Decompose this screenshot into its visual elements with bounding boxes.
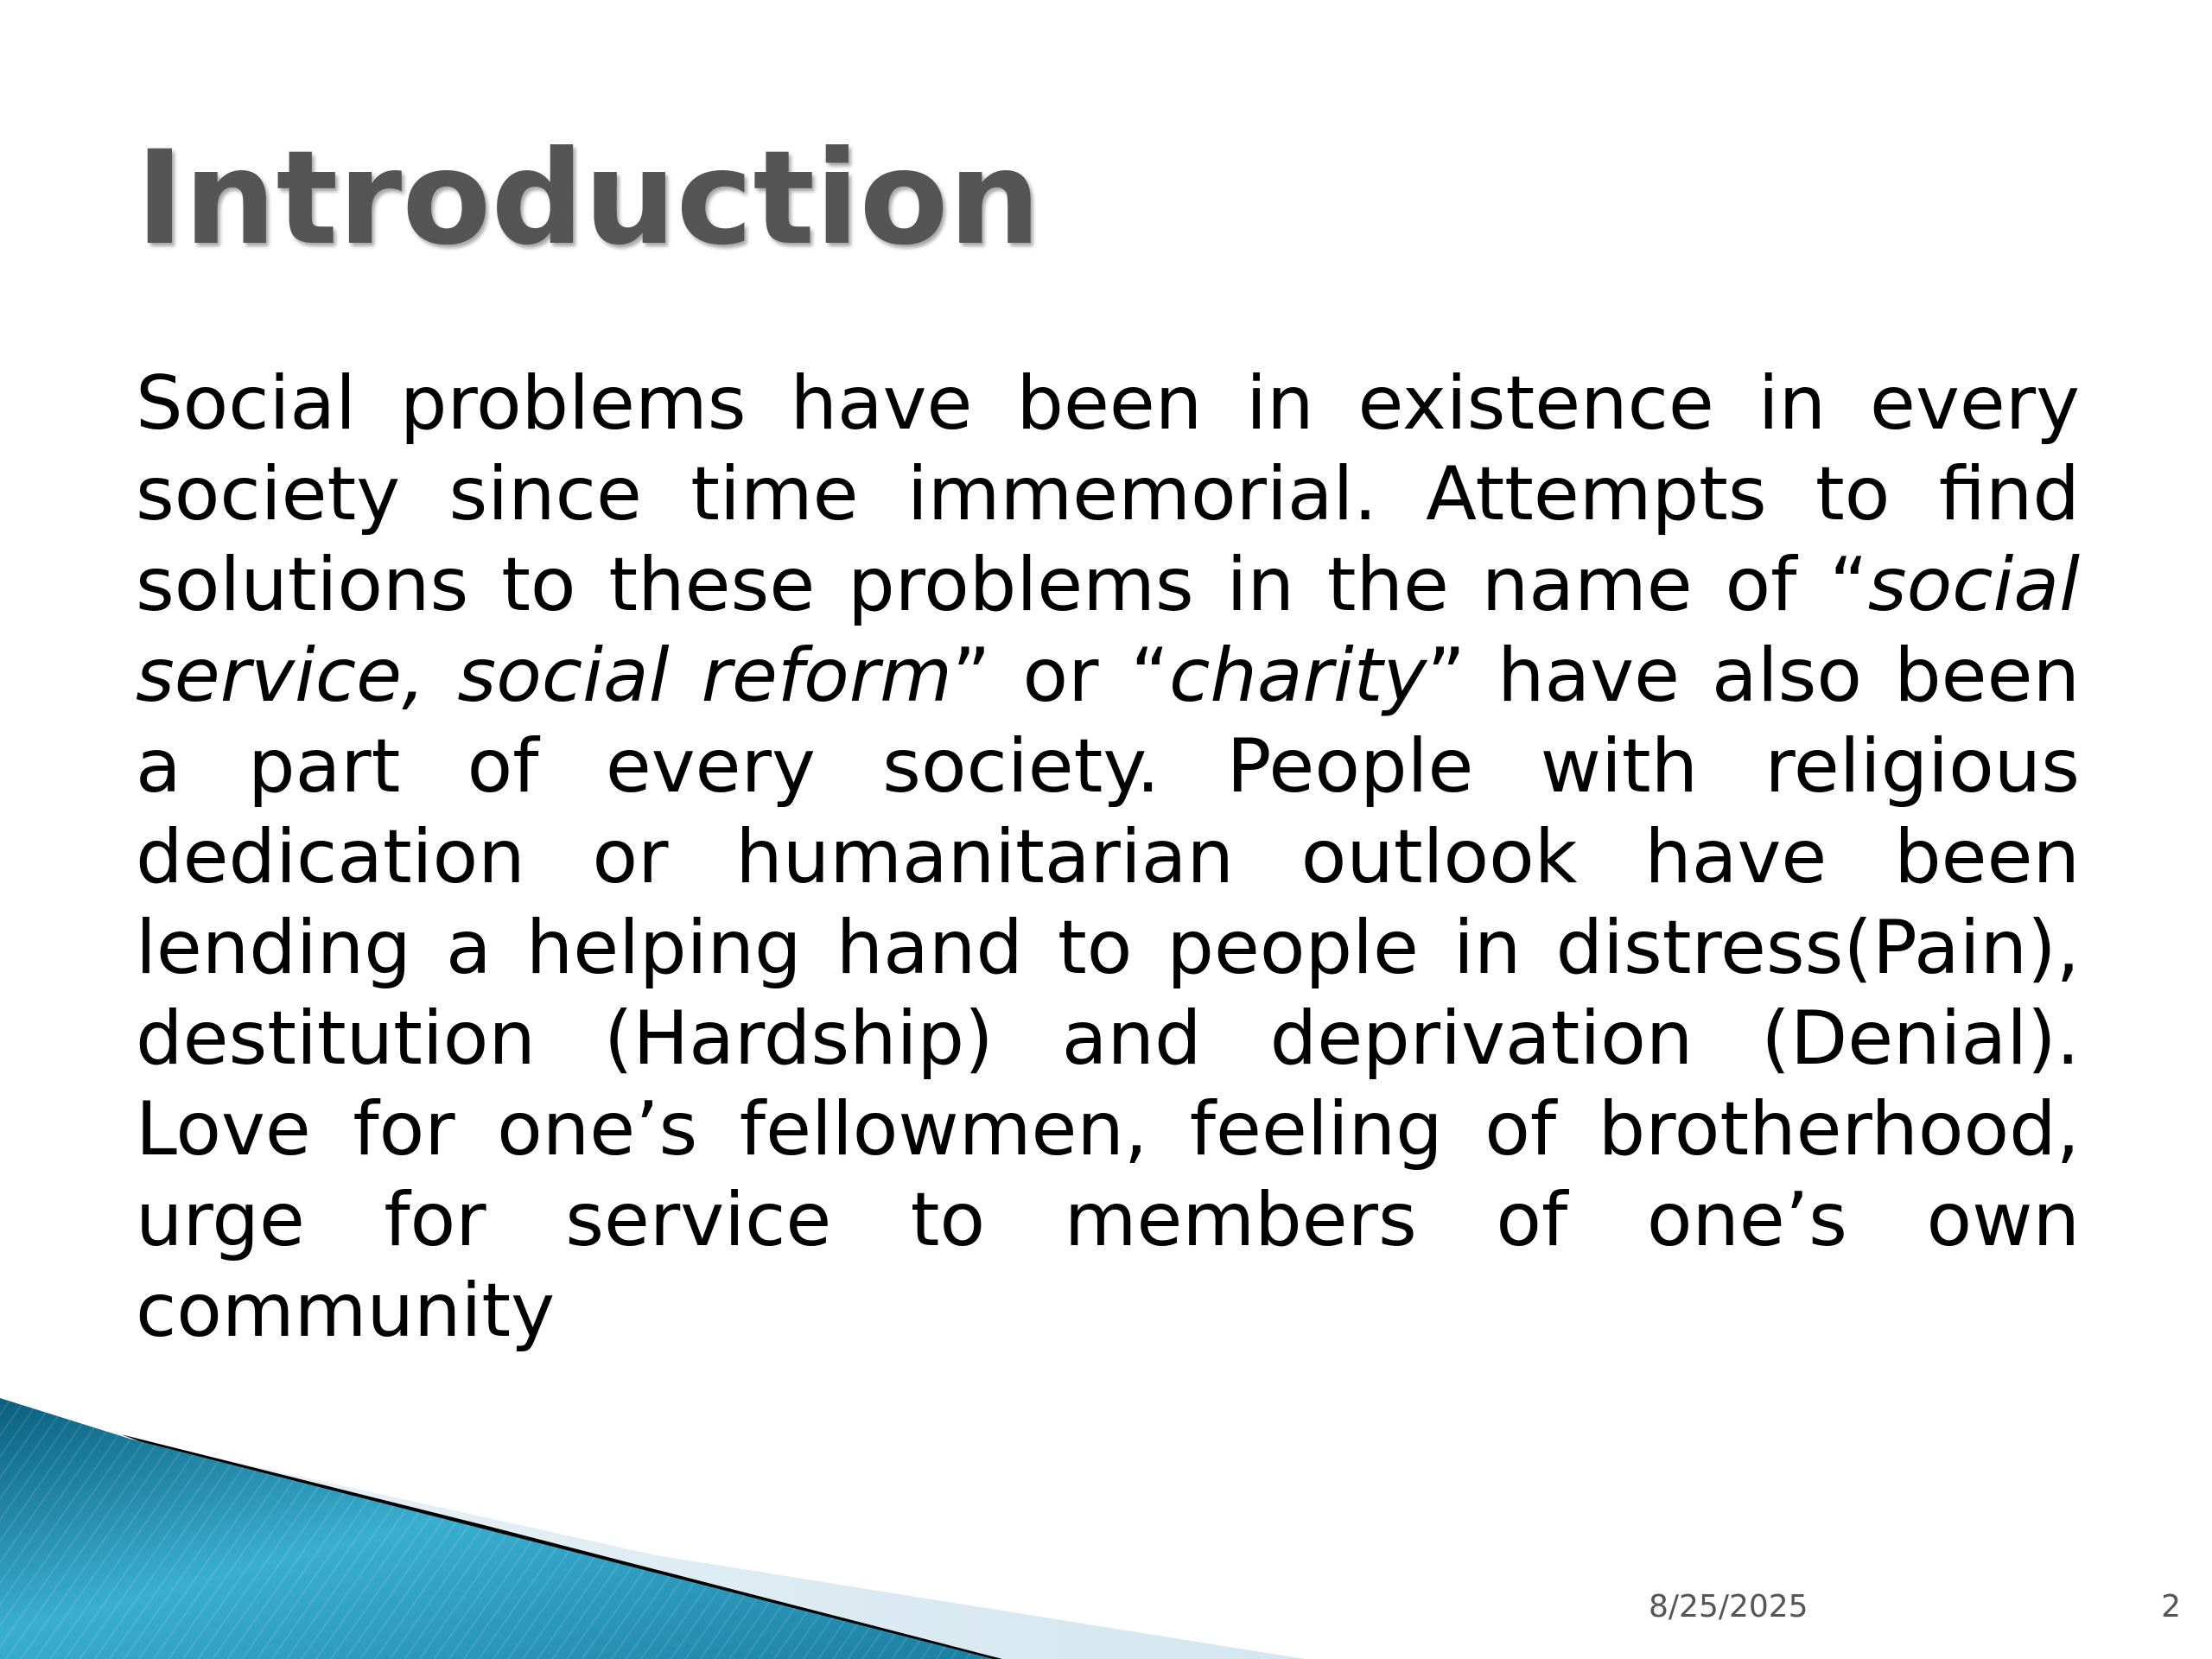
slide-title: Introduction <box>136 124 1041 274</box>
body-text-italic-social-service: social service, social reform <box>136 542 2080 719</box>
footer-date: 8/25/2025 <box>1649 1589 1808 1624</box>
body-text-intro: Social problems have been in existence in every society since time immemorial. Attempts to find solutions to these problems in the name of “ <box>136 360 2080 628</box>
body-text-mid: ” or “ <box>951 632 1170 719</box>
slide-number: 2 <box>2161 1589 2181 1624</box>
light-band-shape <box>130 1439 1305 1659</box>
dark-band-shape <box>121 1434 1002 1659</box>
slide-body-text <box>136 359 2080 1357</box>
teal-wedge-shape <box>0 1398 994 1659</box>
body-text-rest: ” have also been a part of every society. People with religious dedication or humanitarian outlook have been lending a helping hand to people in distress(Pain), destitution (Hardship) and deprivation (Denial). Love for one’s fellowmen, feeling of brotherhood, urge for service to members of one’s own community <box>136 632 2080 1354</box>
body-text-italic-charity: charity <box>1169 632 1427 719</box>
